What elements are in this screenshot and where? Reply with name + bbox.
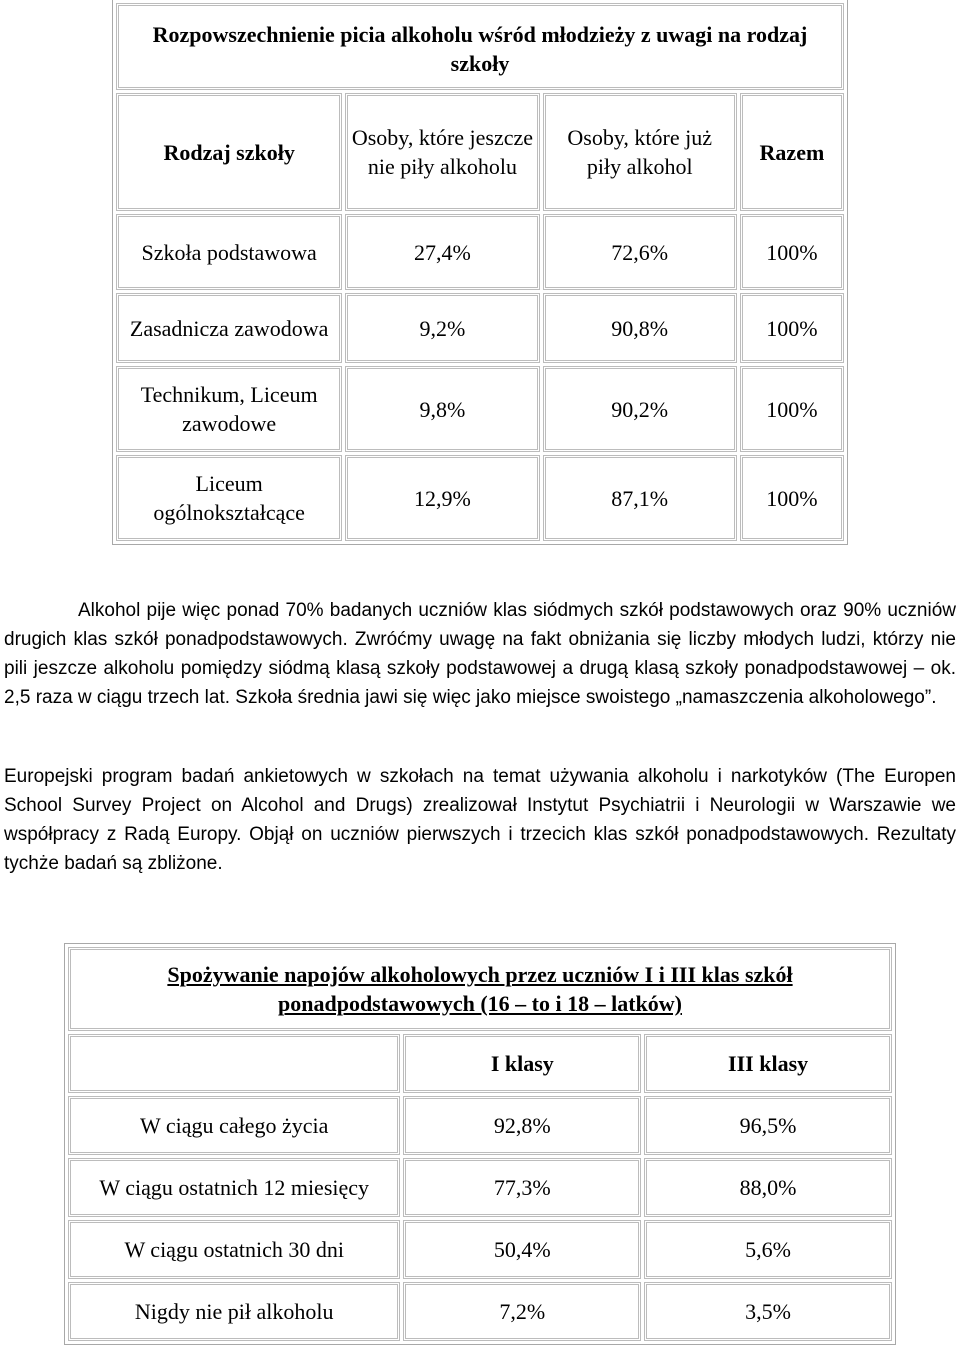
school-type-cell: Liceum ogólnokształcące (116, 455, 342, 541)
table2-title (68, 947, 892, 1031)
drank-cell: 72,6% (543, 214, 737, 290)
third-class-cell: 96,5% (644, 1096, 892, 1155)
not-drank-cell: 12,9% (345, 455, 539, 541)
period-cell: W ciągu całego życia (68, 1096, 400, 1155)
table-row (68, 1220, 892, 1279)
header-drank: Osoby, które już piły alkohol (543, 93, 737, 211)
first-class-cell: 7,2% (403, 1282, 641, 1341)
school-type-cell: Technikum, Liceum zawodowe (116, 366, 342, 452)
period-cell: Nigdy nie pił alkoholu (68, 1282, 400, 1341)
table-row (68, 1282, 892, 1341)
total-cell: 100% (740, 293, 844, 363)
table-row (116, 214, 844, 290)
period-cell: W ciągu ostatnich 12 miesięcy (68, 1158, 400, 1217)
first-class-cell: 50,4% (403, 1220, 641, 1279)
not-drank-cell: 9,2% (345, 293, 539, 363)
total-cell: 100% (740, 366, 844, 452)
header-third-class: III klasy (644, 1034, 892, 1093)
paragraph-espad: Europejski program badań ankietowych w szkołach na temat używania alkoholu i narkotyków (The Europen School Survey Project on Alcohol and Drugs) zrealizował Instytut Psychiatrii i Neurologii w Warszawie we współpracy z Radą Europy. Objął on uczniów pierwszych i trzecich klas szkół ponadpodstawowych. Rezultaty tychże badań są zbliżone. (4, 766, 956, 874)
table-row (116, 366, 844, 452)
school-type-cell: Zasadnicza zawodowa (116, 293, 342, 363)
paragraph-alcohol-summary-text: Alkohol pije więc ponad 70% badanych uczniów klas siódmych szkół podstawowych oraz 90% uczniów drugich klas szkół ponadpodstawowych. Zwróćmy uwagę na fakt obniżania się liczby młodych ludzi, którzy nie pili jeszcze alkoholu pomiędzy siódmą klasą szkoły podstawowej a drugą klasą szkoły ponadpodstawowej – ok. 2,5 raza w ciągu trzech lat. Szkoła średnia jawi się więc jako miejsce swoistego „namaszczenia alkoholowego”. (4, 600, 956, 708)
paragraph-alcohol-summary (4, 596, 956, 712)
school-type-cell: Szkoła podstawowa (116, 214, 342, 290)
header-not-drank: Osoby, które jeszcze nie piły alkoholu (345, 93, 539, 211)
period-cell: W ciągu ostatnich 30 dni (68, 1220, 400, 1279)
not-drank-cell: 27,4% (345, 214, 539, 290)
total-cell: 100% (740, 214, 844, 290)
table-row (68, 1158, 892, 1217)
table1-title: Rozpowszechnienie picia alkoholu wśród młodzieży z uwagi na rodzaj szkoły (116, 3, 844, 90)
school-alcohol-table (112, 0, 848, 545)
not-drank-cell: 9,8% (345, 366, 539, 452)
first-class-cell: 92,8% (403, 1096, 641, 1155)
header-empty (68, 1034, 400, 1093)
consumption-table (64, 943, 896, 1345)
first-class-cell: 77,3% (403, 1158, 641, 1217)
header-first-class: I klasy (403, 1034, 641, 1093)
header-total: Razem (740, 93, 844, 211)
third-class-cell: 5,6% (644, 1220, 892, 1279)
drank-cell: 87,1% (543, 455, 737, 541)
header-school-type: Rodzaj szkoły (116, 93, 342, 211)
drank-cell: 90,8% (543, 293, 737, 363)
drank-cell: 90,2% (543, 366, 737, 452)
third-class-cell: 88,0% (644, 1158, 892, 1217)
third-class-cell: 3,5% (644, 1282, 892, 1341)
table-row (68, 1096, 892, 1155)
table-row (116, 293, 844, 363)
total-cell: 100% (740, 455, 844, 541)
table-row (116, 455, 844, 541)
table2-title-text: Spożywanie napojów alkoholowych przez uczniów I i III klas szkół ponadpodstawowych (16 – to i 18 – latków) (167, 962, 793, 1016)
